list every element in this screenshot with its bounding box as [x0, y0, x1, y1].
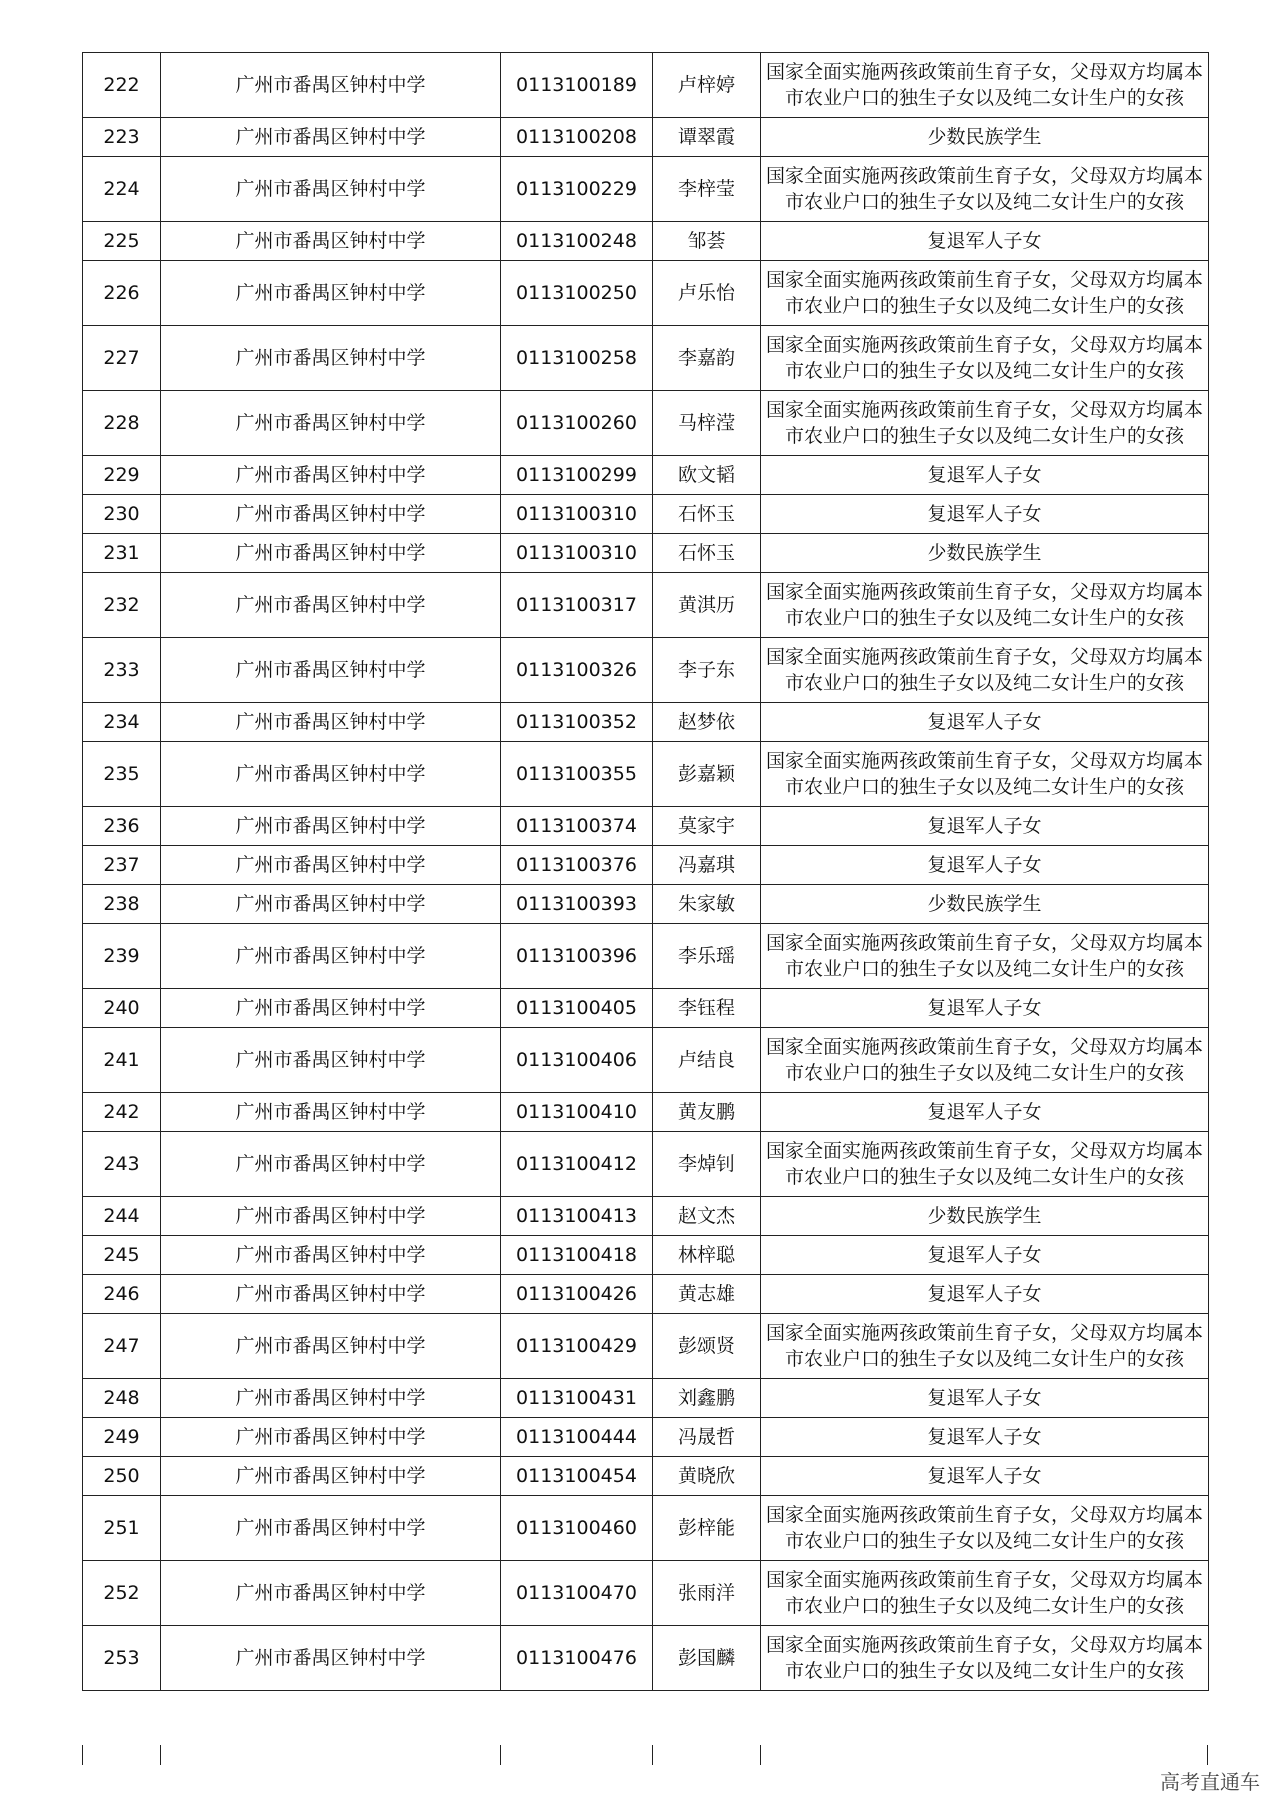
cell-school: 广州市番禺区钟村中学	[161, 924, 501, 989]
table-row	[83, 742, 1209, 807]
cell-category: 复退军人子女	[761, 1457, 1209, 1496]
cell-category: 国家全面实施两孩政策前生育子女，父母双方均属本市农业户口的独生子女以及纯二女计生户的女孩	[761, 157, 1209, 222]
cell-student-name: 彭国麟	[653, 1626, 761, 1691]
table-row	[83, 1275, 1209, 1314]
cell-student-id: 0113100476	[501, 1626, 653, 1691]
cell-category: 国家全面实施两孩政策前生育子女，父母双方均属本市农业户口的独生子女以及纯二女计生户的女孩	[761, 53, 1209, 118]
cell-school: 广州市番禺区钟村中学	[161, 1275, 501, 1314]
cell-serial-number: 250	[83, 1457, 161, 1496]
cell-category: 复退军人子女	[761, 1275, 1209, 1314]
cell-school: 广州市番禺区钟村中学	[161, 261, 501, 326]
cell-category: 复退军人子女	[761, 807, 1209, 846]
table-row	[83, 53, 1209, 118]
table-row	[83, 807, 1209, 846]
cell-school: 广州市番禺区钟村中学	[161, 885, 501, 924]
cell-student-name: 彭颂贤	[653, 1314, 761, 1379]
cell-category: 国家全面实施两孩政策前生育子女，父母双方均属本市农业户口的独生子女以及纯二女计生户的女孩	[761, 742, 1209, 807]
table-row	[83, 1093, 1209, 1132]
cell-student-name: 赵文杰	[653, 1197, 761, 1236]
cell-student-name: 刘鑫鹏	[653, 1379, 761, 1418]
table-row	[83, 1379, 1209, 1418]
column-rule	[760, 1745, 761, 1765]
cell-serial-number: 224	[83, 157, 161, 222]
cell-school: 广州市番禺区钟村中学	[161, 495, 501, 534]
cell-student-id: 0113100413	[501, 1197, 653, 1236]
cell-student-id: 0113100406	[501, 1028, 653, 1093]
table-row	[83, 638, 1209, 703]
cell-serial-number: 247	[83, 1314, 161, 1379]
cell-category: 少数民族学生	[761, 118, 1209, 157]
cell-student-id: 0113100376	[501, 846, 653, 885]
cell-student-name: 彭梓能	[653, 1496, 761, 1561]
cell-serial-number: 241	[83, 1028, 161, 1093]
cell-student-name: 黄晓欣	[653, 1457, 761, 1496]
cell-category: 复退军人子女	[761, 495, 1209, 534]
cell-serial-number: 252	[83, 1561, 161, 1626]
cell-student-name: 莫家宇	[653, 807, 761, 846]
cell-student-id: 0113100405	[501, 989, 653, 1028]
table-row	[83, 1236, 1209, 1275]
cell-school: 广州市番禺区钟村中学	[161, 1496, 501, 1561]
cell-serial-number: 246	[83, 1275, 161, 1314]
cell-category: 国家全面实施两孩政策前生育子女，父母双方均属本市农业户口的独生子女以及纯二女计生户的女孩	[761, 1314, 1209, 1379]
table-row	[83, 1132, 1209, 1197]
cell-category: 复退军人子女	[761, 989, 1209, 1028]
cell-school: 广州市番禺区钟村中学	[161, 703, 501, 742]
roster-body	[83, 53, 1209, 1691]
cell-category: 复退军人子女	[761, 1236, 1209, 1275]
cell-school: 广州市番禺区钟村中学	[161, 1626, 501, 1691]
cell-school: 广州市番禺区钟村中学	[161, 1197, 501, 1236]
cell-student-name: 李嘉韵	[653, 326, 761, 391]
cell-category: 国家全面实施两孩政策前生育子女，父母双方均属本市农业户口的独生子女以及纯二女计生户的女孩	[761, 638, 1209, 703]
cell-category: 复退军人子女	[761, 703, 1209, 742]
cell-school: 广州市番禺区钟村中学	[161, 456, 501, 495]
cell-student-id: 0113100189	[501, 53, 653, 118]
cell-serial-number: 249	[83, 1418, 161, 1457]
table-row	[83, 573, 1209, 638]
cell-category: 复退军人子女	[761, 456, 1209, 495]
table-row	[83, 1314, 1209, 1379]
table-row	[83, 1496, 1209, 1561]
cell-serial-number: 239	[83, 924, 161, 989]
table-row	[83, 703, 1209, 742]
cell-student-id: 0113100426	[501, 1275, 653, 1314]
table-row	[83, 1561, 1209, 1626]
cell-serial-number: 230	[83, 495, 161, 534]
table-row	[83, 1626, 1209, 1691]
cell-school: 广州市番禺区钟村中学	[161, 1379, 501, 1418]
cell-serial-number: 237	[83, 846, 161, 885]
cell-school: 广州市番禺区钟村中学	[161, 1236, 501, 1275]
cell-student-id: 0113100444	[501, 1418, 653, 1457]
cell-student-id: 0113100208	[501, 118, 653, 157]
cell-student-name: 黄志雄	[653, 1275, 761, 1314]
cell-serial-number: 222	[83, 53, 161, 118]
cell-serial-number: 235	[83, 742, 161, 807]
cell-student-name: 张雨洋	[653, 1561, 761, 1626]
cell-category: 国家全面实施两孩政策前生育子女，父母双方均属本市农业户口的独生子女以及纯二女计生户的女孩	[761, 391, 1209, 456]
cell-student-name: 李钰程	[653, 989, 761, 1028]
cell-serial-number: 229	[83, 456, 161, 495]
table-row	[83, 846, 1209, 885]
cell-student-id: 0113100396	[501, 924, 653, 989]
table-row	[83, 157, 1209, 222]
cell-student-name: 卢乐怡	[653, 261, 761, 326]
cell-serial-number: 232	[83, 573, 161, 638]
cell-student-name: 马梓滢	[653, 391, 761, 456]
cell-student-name: 石怀玉	[653, 534, 761, 573]
cell-category: 复退军人子女	[761, 1379, 1209, 1418]
cell-school: 广州市番禺区钟村中学	[161, 1457, 501, 1496]
cell-student-name: 赵梦依	[653, 703, 761, 742]
cell-category: 复退军人子女	[761, 1093, 1209, 1132]
cell-category: 复退军人子女	[761, 1418, 1209, 1457]
cell-student-name: 卢结良	[653, 1028, 761, 1093]
cell-student-name: 彭嘉颖	[653, 742, 761, 807]
cell-category: 少数民族学生	[761, 1197, 1209, 1236]
cell-category: 国家全面实施两孩政策前生育子女，父母双方均属本市农业户口的独生子女以及纯二女计生户的女孩	[761, 573, 1209, 638]
cell-serial-number: 251	[83, 1496, 161, 1561]
table-row	[83, 1197, 1209, 1236]
cell-serial-number: 225	[83, 222, 161, 261]
table-row	[83, 391, 1209, 456]
cell-category: 国家全面实施两孩政策前生育子女，父母双方均属本市农业户口的独生子女以及纯二女计生户的女孩	[761, 1132, 1209, 1197]
cell-category: 国家全面实施两孩政策前生育子女，父母双方均属本市农业户口的独生子女以及纯二女计生户的女孩	[761, 1496, 1209, 1561]
cell-serial-number: 244	[83, 1197, 161, 1236]
column-rule	[500, 1745, 501, 1765]
cell-student-name: 李焯钊	[653, 1132, 761, 1197]
cell-student-id: 0113100393	[501, 885, 653, 924]
cell-serial-number: 253	[83, 1626, 161, 1691]
table-row	[83, 989, 1209, 1028]
cell-category: 国家全面实施两孩政策前生育子女，父母双方均属本市农业户口的独生子女以及纯二女计生户的女孩	[761, 1028, 1209, 1093]
roster-sheet	[82, 52, 1208, 1691]
cell-serial-number: 234	[83, 703, 161, 742]
cell-school: 广州市番禺区钟村中学	[161, 1561, 501, 1626]
cell-student-name: 冯晟哲	[653, 1418, 761, 1457]
cell-student-id: 0113100250	[501, 261, 653, 326]
cell-student-name: 邹荟	[653, 222, 761, 261]
cell-student-name: 谭翠霞	[653, 118, 761, 157]
cell-student-id: 0113100326	[501, 638, 653, 703]
cell-category: 国家全面实施两孩政策前生育子女，父母双方均属本市农业户口的独生子女以及纯二女计生户的女孩	[761, 261, 1209, 326]
cell-serial-number: 245	[83, 1236, 161, 1275]
column-rule	[160, 1745, 161, 1765]
cell-category: 复退军人子女	[761, 222, 1209, 261]
cell-school: 广州市番禺区钟村中学	[161, 989, 501, 1028]
table-row	[83, 924, 1209, 989]
cell-school: 广州市番禺区钟村中学	[161, 846, 501, 885]
column-rule	[82, 1745, 83, 1765]
table-row	[83, 534, 1209, 573]
cell-school: 广州市番禺区钟村中学	[161, 1132, 501, 1197]
cell-school: 广州市番禺区钟村中学	[161, 391, 501, 456]
cell-school: 广州市番禺区钟村中学	[161, 53, 501, 118]
cell-student-id: 0113100260	[501, 391, 653, 456]
table-row	[83, 222, 1209, 261]
table-row	[83, 1457, 1209, 1496]
table-continuation	[82, 1745, 1208, 1765]
cell-category: 国家全面实施两孩政策前生育子女，父母双方均属本市农业户口的独生子女以及纯二女计生户的女孩	[761, 1626, 1209, 1691]
cell-school: 广州市番禺区钟村中学	[161, 1093, 501, 1132]
cell-serial-number: 223	[83, 118, 161, 157]
cell-student-id: 0113100429	[501, 1314, 653, 1379]
cell-serial-number: 227	[83, 326, 161, 391]
cell-school: 广州市番禺区钟村中学	[161, 222, 501, 261]
cell-serial-number: 243	[83, 1132, 161, 1197]
cell-student-name: 李子东	[653, 638, 761, 703]
column-rule	[1207, 1745, 1208, 1765]
cell-student-id: 0113100412	[501, 1132, 653, 1197]
cell-school: 广州市番禺区钟村中学	[161, 534, 501, 573]
cell-category: 国家全面实施两孩政策前生育子女，父母双方均属本市农业户口的独生子女以及纯二女计生户的女孩	[761, 326, 1209, 391]
cell-category: 国家全面实施两孩政策前生育子女，父母双方均属本市农业户口的独生子女以及纯二女计生户的女孩	[761, 1561, 1209, 1626]
table-row	[83, 456, 1209, 495]
cell-category: 少数民族学生	[761, 885, 1209, 924]
cell-student-name: 林梓聪	[653, 1236, 761, 1275]
cell-student-id: 0113100317	[501, 573, 653, 638]
cell-student-id: 0113100310	[501, 534, 653, 573]
cell-student-id: 0113100454	[501, 1457, 653, 1496]
cell-student-name: 卢梓婷	[653, 53, 761, 118]
cell-school: 广州市番禺区钟村中学	[161, 326, 501, 391]
cell-serial-number: 228	[83, 391, 161, 456]
cell-school: 广州市番禺区钟村中学	[161, 742, 501, 807]
cell-student-id: 0113100418	[501, 1236, 653, 1275]
cell-school: 广州市番禺区钟村中学	[161, 807, 501, 846]
cell-student-name: 李乐瑶	[653, 924, 761, 989]
table-row	[83, 885, 1209, 924]
cell-school: 广州市番禺区钟村中学	[161, 1314, 501, 1379]
cell-school: 广州市番禺区钟村中学	[161, 118, 501, 157]
cell-serial-number: 242	[83, 1093, 161, 1132]
cell-category: 复退军人子女	[761, 846, 1209, 885]
cell-student-id: 0113100355	[501, 742, 653, 807]
table-row	[83, 118, 1209, 157]
cell-student-name: 黄淇历	[653, 573, 761, 638]
cell-student-name: 李梓莹	[653, 157, 761, 222]
cell-student-id: 0113100248	[501, 222, 653, 261]
cell-school: 广州市番禺区钟村中学	[161, 573, 501, 638]
table-row	[83, 326, 1209, 391]
cell-school: 广州市番禺区钟村中学	[161, 1418, 501, 1457]
cell-category: 国家全面实施两孩政策前生育子女，父母双方均属本市农业户口的独生子女以及纯二女计生户的女孩	[761, 924, 1209, 989]
cell-serial-number: 240	[83, 989, 161, 1028]
cell-student-name: 黄友鹏	[653, 1093, 761, 1132]
roster-table	[82, 52, 1209, 1691]
cell-serial-number: 248	[83, 1379, 161, 1418]
cell-school: 广州市番禺区钟村中学	[161, 1028, 501, 1093]
cell-school: 广州市番禺区钟村中学	[161, 157, 501, 222]
cell-student-id: 0113100258	[501, 326, 653, 391]
cell-student-id: 0113100470	[501, 1561, 653, 1626]
cell-student-id: 0113100310	[501, 495, 653, 534]
cell-serial-number: 236	[83, 807, 161, 846]
cell-student-id: 0113100460	[501, 1496, 653, 1561]
cell-serial-number: 231	[83, 534, 161, 573]
table-row	[83, 1418, 1209, 1457]
cell-school: 广州市番禺区钟村中学	[161, 638, 501, 703]
cell-serial-number: 233	[83, 638, 161, 703]
cell-student-id: 0113100299	[501, 456, 653, 495]
cell-student-id: 0113100374	[501, 807, 653, 846]
cell-student-id: 0113100431	[501, 1379, 653, 1418]
cell-student-id: 0113100229	[501, 157, 653, 222]
cell-student-name: 朱家敏	[653, 885, 761, 924]
cell-student-name: 欧文韬	[653, 456, 761, 495]
watermark-text: 高考直通车	[1160, 1770, 1260, 1794]
cell-serial-number: 226	[83, 261, 161, 326]
cell-student-name: 冯嘉琪	[653, 846, 761, 885]
table-row	[83, 1028, 1209, 1093]
cell-student-id: 0113100410	[501, 1093, 653, 1132]
cell-serial-number: 238	[83, 885, 161, 924]
cell-student-name: 石怀玉	[653, 495, 761, 534]
cell-student-id: 0113100352	[501, 703, 653, 742]
cell-category: 少数民族学生	[761, 534, 1209, 573]
table-row	[83, 495, 1209, 534]
table-row	[83, 261, 1209, 326]
column-rule	[652, 1745, 653, 1765]
